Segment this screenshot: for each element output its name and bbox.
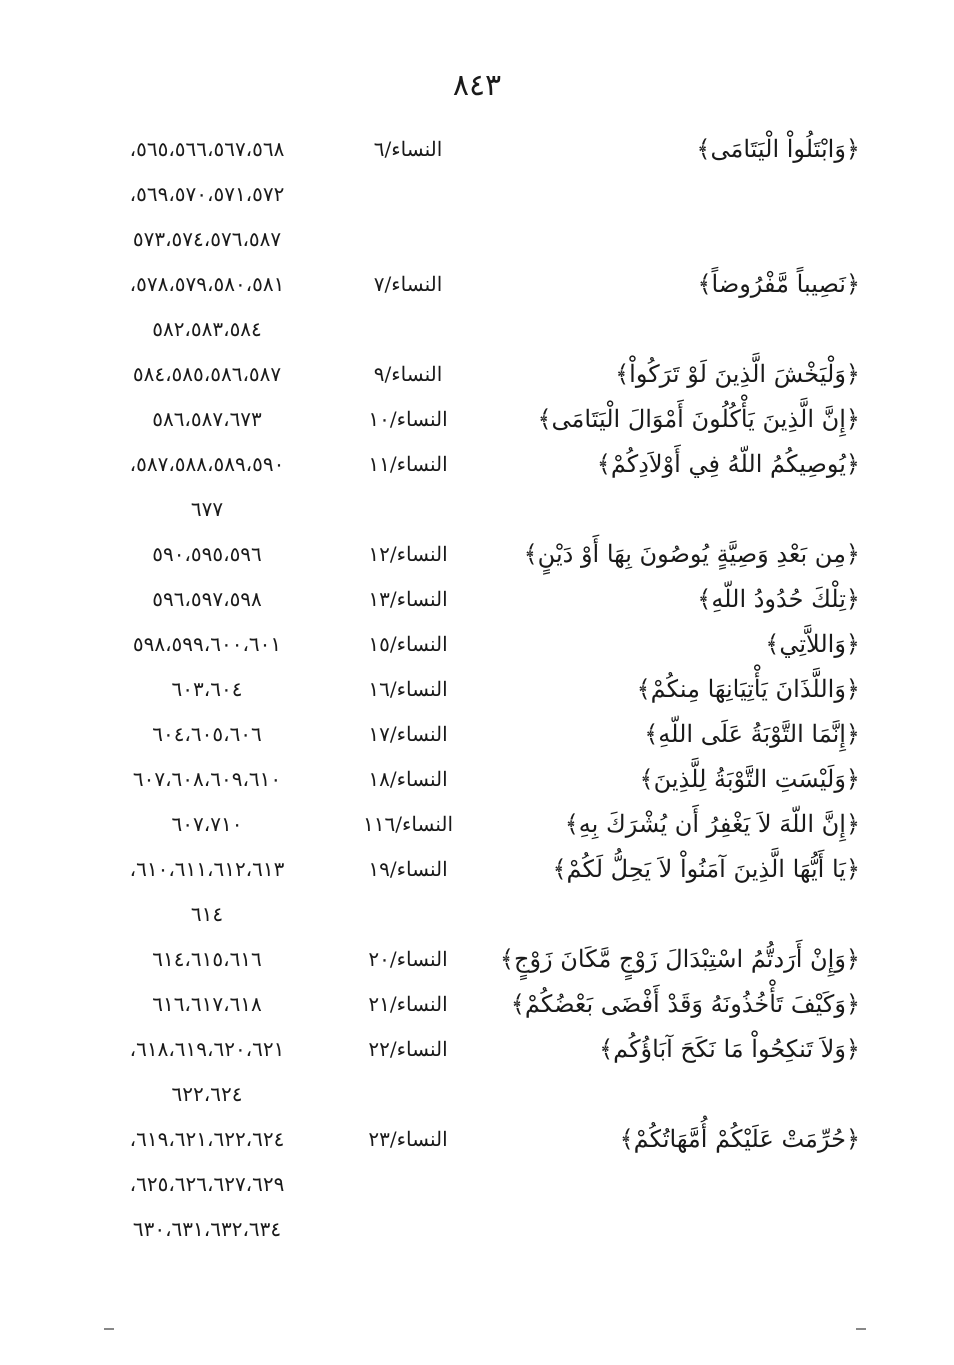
index-row — [0, 757, 954, 801]
index-row — [0, 1207, 954, 1251]
surah-reference: النساء/١٥ — [368, 632, 448, 656]
index-row — [0, 577, 954, 621]
surah-reference: النساء/٢٣ — [368, 1127, 448, 1151]
index-row — [0, 802, 954, 846]
scan-mark — [856, 1328, 866, 1330]
surah-reference: النساء/١٦ — [368, 677, 448, 701]
page-references: ٦٠٤،٦٠٥،٦٠٦ — [152, 722, 262, 746]
surah-reference: النساء/٢٢ — [368, 1037, 448, 1061]
verse-text: ﴿يُوصِيكُمُ اللّهُ فِي أَوْلاَدِكُمْ﴾ — [596, 450, 860, 478]
page-references: ٦١٠،٦١١،٦١٢،٦١٣، — [129, 857, 285, 881]
page-references: ٦٣٠،٦٣١،٦٣٢،٦٣٤ — [132, 1217, 282, 1241]
surah-reference: النساء/٦ — [373, 137, 443, 161]
page-references: ٦١٤،٦١٥،٦١٦ — [152, 947, 262, 971]
index-row — [0, 1162, 954, 1206]
index-row — [0, 397, 954, 441]
index-row — [0, 217, 954, 261]
page-references: ٦١٤ — [190, 902, 224, 926]
index-row — [0, 1027, 954, 1071]
page-references: ٦١٨،٦١٩،٦٢٠،٦٢١، — [129, 1037, 285, 1061]
page-references: ٦١٦،٦١٧،٦١٨ — [152, 992, 262, 1016]
verse-text: ﴿إِنَّ اللّهَ لاَ يَغْفِرُ أَن يُشْرَكَ بِهِ﴾ — [564, 810, 860, 838]
page-references: ٦٠٧،٧١٠ — [171, 812, 243, 836]
index-row — [0, 352, 954, 396]
surah-reference: النساء/٢٠ — [368, 947, 448, 971]
verse-text: ﴿مِن بَعْدِ وَصِيَّةٍ يُوصُونَ بِهَا أَوْ دَيْنٍ﴾ — [523, 540, 860, 568]
verse-text: ﴿وَلْيَخْشَ الَّذِينَ لَوْ تَرَكُواْ﴾ — [615, 360, 860, 388]
surah-reference: النساء/١٧ — [368, 722, 448, 746]
verse-text: ﴿نَصِيباً مَّفْرُوضاً﴾ — [697, 270, 860, 298]
page-references: ٦٢٢،٦٢٤ — [171, 1082, 243, 1106]
page-references: ٥٨٤،٥٨٥،٥٨٦،٥٨٧ — [132, 362, 282, 386]
index-row — [0, 487, 954, 531]
verse-text: ﴿وَابْتَلُواْ الْيَتَامَى﴾ — [696, 135, 860, 163]
surah-reference: النساء/١٨ — [368, 767, 448, 791]
verse-text: ﴿وَكَيْفَ تَأْخُذُونَهُ وَقَدْ أَفْضَى بَعْضُكُمْ﴾ — [510, 990, 860, 1018]
page-references: ٦٢٥،٦٢٦،٦٢٧،٦٢٩، — [129, 1172, 285, 1196]
surah-reference: النساء/١١٦ — [363, 812, 453, 836]
verse-text: ﴿إِنَّ الَّذِينَ يَأْكُلُونَ أَمْوَالَ الْيَتَامَى﴾ — [537, 405, 860, 433]
page-references: ٥٧٣،٥٧٤،٥٧٦،٥٨٧ — [132, 227, 282, 251]
surah-reference: النساء/٩ — [373, 362, 443, 386]
index-row — [0, 847, 954, 891]
surah-reference: النساء/١٩ — [368, 857, 448, 881]
surah-reference: النساء/٢١ — [368, 992, 448, 1016]
index-row — [0, 892, 954, 936]
page-references: ٥٦٩،٥٧٠،٥٧١،٥٧٢، — [129, 182, 285, 206]
index-row — [0, 532, 954, 576]
page-references: ٦٧٧ — [190, 497, 224, 521]
surah-reference: النساء/١٣ — [368, 587, 448, 611]
verse-text: ﴿يَا أَيُّهَا الَّذِينَ آمَنُواْ لاَ يَحِلُّ لَكُمْ﴾ — [552, 855, 860, 883]
page-references: ٥٩٨،٥٩٩،٦٠٠،٦٠١ — [132, 632, 282, 656]
page-references: ٦٠٣،٦٠٤ — [171, 677, 243, 701]
index-row — [0, 982, 954, 1026]
surah-reference: النساء/١٢ — [368, 542, 448, 566]
index-row — [0, 172, 954, 216]
index-row — [0, 307, 954, 351]
verse-text: ﴿وَاللاَّتِي﴾ — [765, 630, 860, 658]
verse-text: ﴿تِلْكَ حُدُودُ اللّهِ﴾ — [697, 585, 860, 613]
index-row — [0, 442, 954, 486]
page-number: ٨٤٣ — [452, 68, 502, 103]
verse-text: ﴿وَلاَ تَنكِحُواْ مَا نَكَحَ آبَاؤُكُم﴾ — [599, 1035, 860, 1063]
index-row — [0, 622, 954, 666]
index-row — [0, 127, 954, 171]
page-references: ٦٠٧،٦٠٨،٦٠٩،٦١٠ — [132, 767, 282, 791]
index-row — [0, 262, 954, 306]
page-references: ٥٩٦،٥٩٧،٥٩٨ — [152, 587, 262, 611]
index-row — [0, 667, 954, 711]
verse-text: ﴿إِنَّمَا التَّوْبَةُ عَلَى اللّهِ﴾ — [644, 720, 860, 748]
index-row — [0, 1117, 954, 1161]
verse-text: ﴿وَلَيْسَتِ التَّوْبَةُ لِلَّذِينَ﴾ — [639, 765, 860, 793]
index-row — [0, 1072, 954, 1116]
surah-reference: النساء/٧ — [373, 272, 443, 296]
page-references: ٥٨٧،٥٨٨،٥٨٩،٥٩٠، — [129, 452, 285, 476]
index-row — [0, 937, 954, 981]
page-references: ٥٨٦،٥٨٧،٦٧٣ — [152, 407, 262, 431]
index-row — [0, 712, 954, 756]
page-references: ٦١٩،٦٢١،٦٢٢،٦٢٤، — [129, 1127, 285, 1151]
page-references: ٥٨٢،٥٨٣،٥٨٤ — [152, 317, 262, 341]
verse-text: ﴿وَاللَّذَانَ يَأْتِيَانِهَا مِنكُمْ﴾ — [636, 675, 860, 703]
scan-mark — [104, 1328, 114, 1330]
surah-reference: النساء/١١ — [368, 452, 448, 476]
verse-text: ﴿حُرِّمَتْ عَلَيْكُمْ أُمَّهَاتُكُمْ﴾ — [619, 1125, 860, 1153]
page-references: ٥٧٨،٥٧٩،٥٨٠،٥٨١، — [129, 272, 285, 296]
page-references: ٥٩٠،٥٩٥،٥٩٦ — [152, 542, 262, 566]
verse-text: ﴿وَإِنْ أَرَدتُّمُ اسْتِبْدَالَ زَوْجٍ مَّكَانَ زَوْجٍ﴾ — [499, 945, 860, 973]
page-references: ٥٦٥،٥٦٦،٥٦٧،٥٦٨، — [129, 137, 285, 161]
surah-reference: النساء/١٠ — [368, 407, 448, 431]
